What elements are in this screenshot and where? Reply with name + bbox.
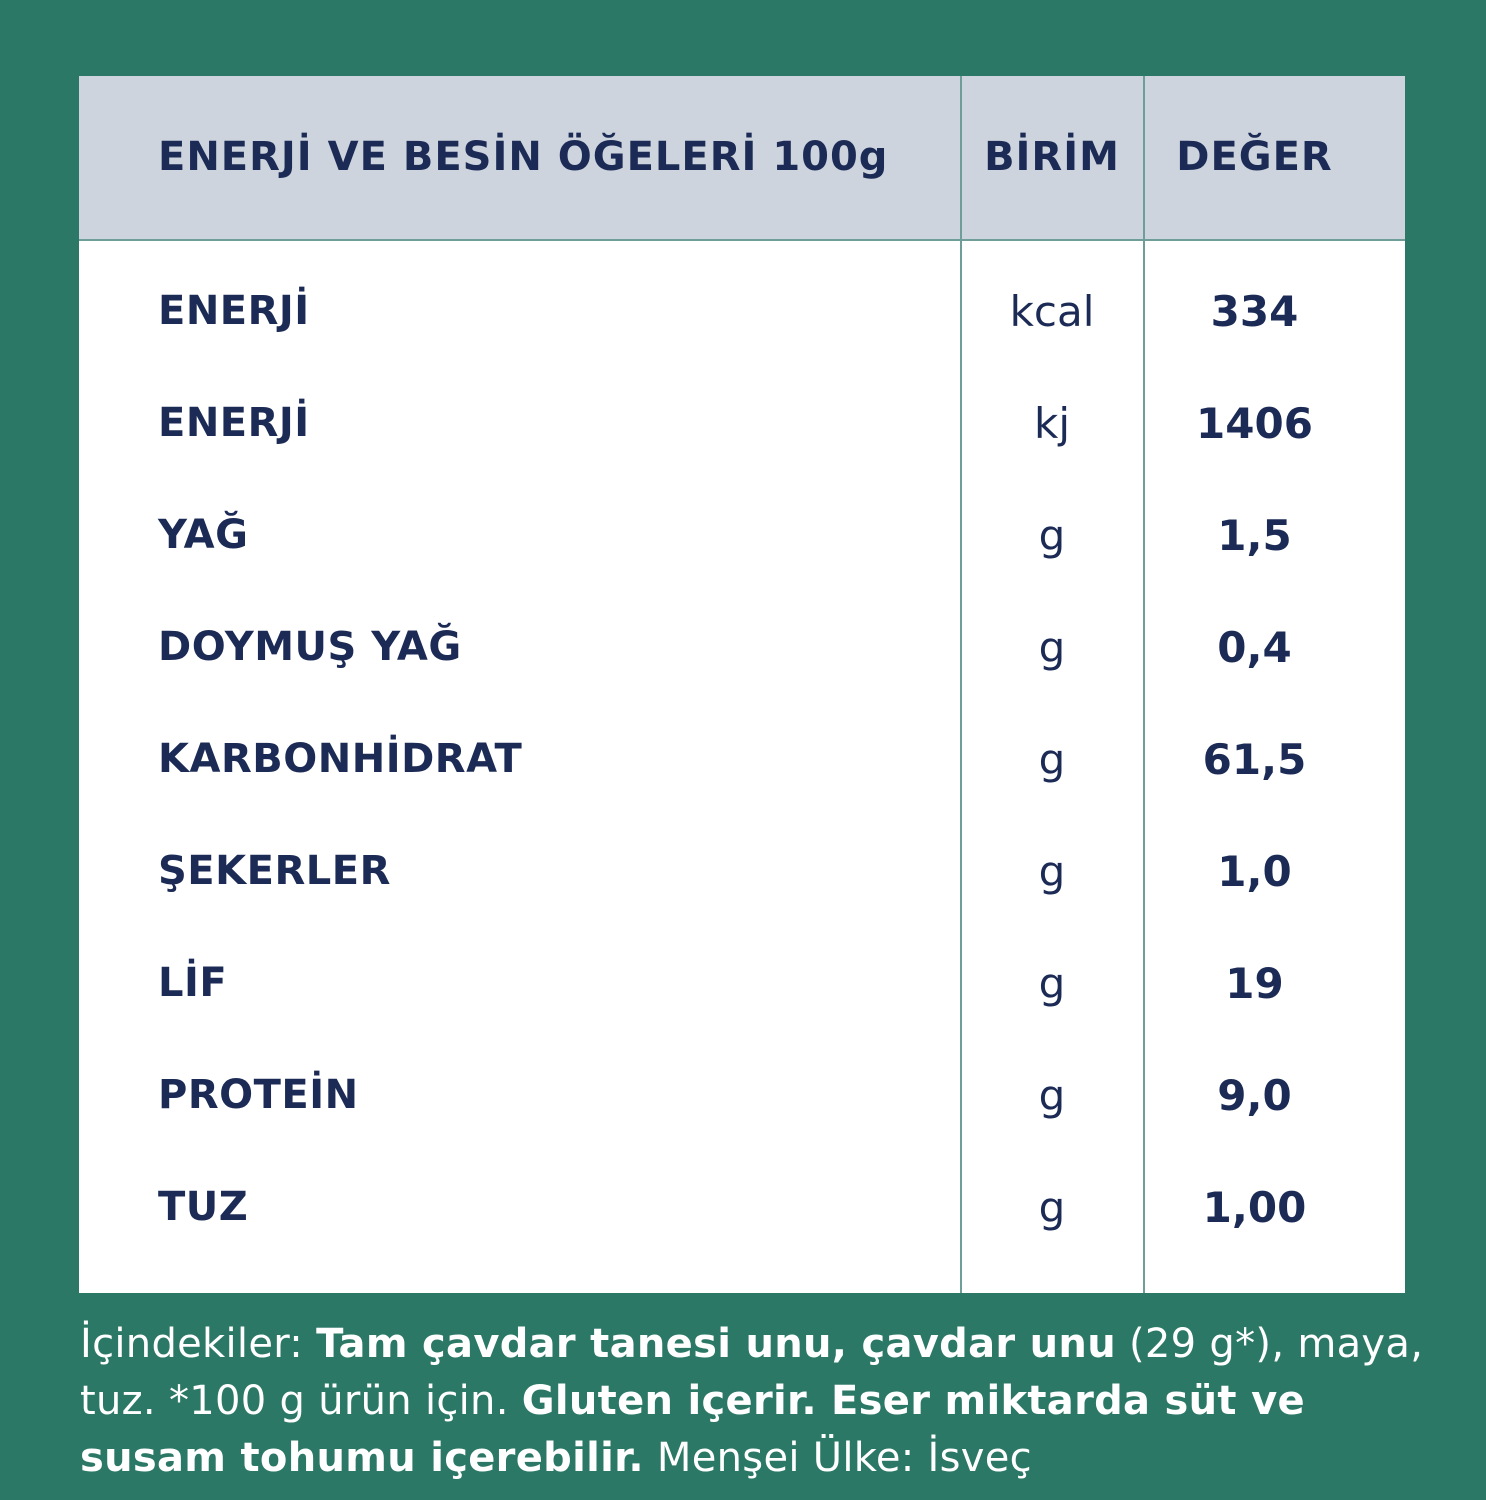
- row-name: TUZ: [158, 1184, 249, 1230]
- row-value: 334: [1210, 287, 1299, 336]
- row-value: 0,4: [1217, 623, 1292, 672]
- ingredients-grains: Tam çavdar tanesi unu, çavdar unu: [316, 1321, 1116, 1367]
- header-nutrients: ENERJİ VE BESİN ÖĞELERİ 100g: [158, 134, 889, 180]
- ingredients-other: (29 g*), maya, tuz. *100 g ürün için.: [80, 1321, 1424, 1424]
- header-unit: BİRİM: [984, 134, 1120, 180]
- row-name: YAĞ: [158, 512, 249, 558]
- row-unit: g: [1038, 847, 1066, 896]
- row-unit: kcal: [1009, 287, 1095, 336]
- row-value: 9,0: [1217, 1071, 1292, 1120]
- row-name: ENERJİ: [158, 288, 310, 334]
- row-unit: g: [1038, 1071, 1066, 1120]
- row-value: 1,5: [1217, 511, 1292, 560]
- row-name: KARBONHİDRAT: [158, 736, 523, 782]
- header-divider: [79, 239, 1405, 241]
- origin-country: Menşei Ülke: İsveç: [643, 1435, 1032, 1481]
- row-value: 1,00: [1202, 1183, 1307, 1232]
- row-unit: g: [1038, 1183, 1066, 1232]
- header-value: DEĞER: [1176, 134, 1333, 180]
- row-name: DOYMUŞ YAĞ: [158, 624, 462, 670]
- row-value: 61,5: [1202, 735, 1307, 784]
- allergen-notice: Gluten içerir. Eser miktarda süt ve susam tohumu içerebilir.: [80, 1378, 1305, 1481]
- row-name: LİF: [158, 960, 228, 1006]
- row-unit: g: [1038, 959, 1066, 1008]
- row-value: 19: [1225, 959, 1284, 1008]
- row-name: PROTEİN: [158, 1072, 359, 1118]
- row-value: 1406: [1196, 399, 1313, 448]
- row-unit: kj: [1034, 399, 1070, 448]
- row-value: 1,0: [1217, 847, 1292, 896]
- ingredients-label: İçindekiler:: [80, 1321, 317, 1367]
- row-name: ENERJİ: [158, 400, 310, 446]
- nutrition-table: [79, 76, 1405, 1293]
- row-unit: g: [1038, 735, 1066, 784]
- row-unit: g: [1038, 623, 1066, 672]
- row-name: ŞEKERLER: [158, 848, 391, 894]
- ingredients-text: [80, 1316, 1430, 1487]
- row-unit: g: [1038, 511, 1066, 560]
